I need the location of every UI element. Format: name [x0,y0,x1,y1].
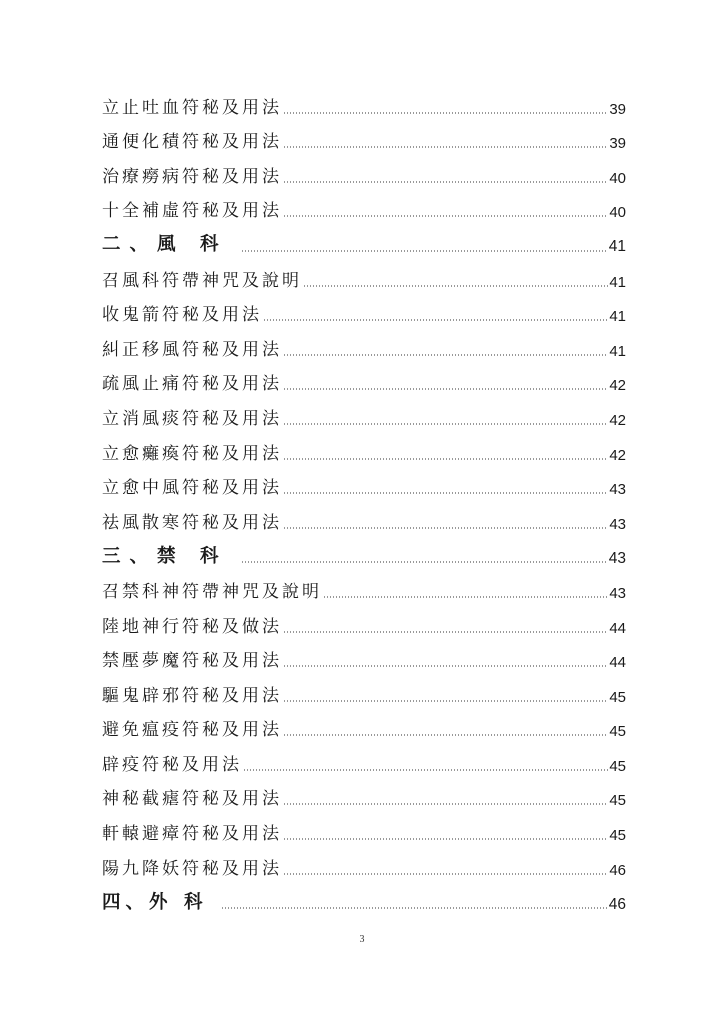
dot-leader [283,665,608,667]
toc-entry-page: 46 [609,861,626,879]
toc-section-heading[interactable] [102,532,626,567]
toc-entry-page: 39 [609,100,626,118]
toc-entry-title: 通便化積符秘及用法 [102,132,282,153]
toc-entry-page: 41 [609,342,626,360]
dot-leader [283,423,608,425]
toc-entry-page: 42 [609,377,626,395]
dot-leader [283,354,608,356]
dot-leader [283,631,608,633]
toc-entry-title: 立愈癱瘓符秘及用法 [102,443,282,464]
toc-section-page: 41 [608,238,626,256]
toc-entry[interactable] [102,774,626,809]
toc-entry-page: 43 [609,584,626,602]
toc-entry[interactable] [102,843,626,878]
dot-leader [221,907,607,909]
page-number: 3 [359,934,365,945]
toc-entry-title: 禁壓夢魔符秘及用法 [102,651,282,672]
toc-entry[interactable] [102,566,626,601]
toc-section-heading[interactable] [102,220,626,255]
toc-entry[interactable] [102,739,626,774]
dot-leader [283,492,608,494]
dot-leader [283,215,608,217]
toc-entry-title: 立消風痰符秘及用法 [102,408,282,429]
dot-leader [283,734,608,736]
dot-leader [263,319,608,321]
toc-entry-title: 驅鬼辟邪符秘及用法 [102,685,282,706]
toc-section-title: 三、禁 科 [102,545,228,567]
toc-section-page: 46 [608,895,626,913]
toc-entry-title: 祛風散寒符秘及用法 [102,512,282,533]
toc-entry[interactable] [102,290,626,325]
toc-entry-title: 收鬼箭符秘及用法 [102,305,262,326]
toc-entry[interactable] [102,186,626,221]
toc-entry[interactable] [102,705,626,740]
toc-entry-title: 疏風止痛符秘及用法 [102,374,282,395]
toc-entry-page: 45 [609,723,626,741]
toc-entry-page: 45 [609,757,626,775]
toc-entry-page: 40 [609,169,626,187]
toc-entry[interactable] [102,117,626,152]
toc-entry[interactable] [102,636,626,671]
toc-entry-title: 召風科符帶神咒及說明 [102,270,302,291]
dot-leader [283,873,608,875]
dot-leader [283,527,608,529]
toc-entry-page: 44 [609,654,626,672]
dot-leader [283,146,608,148]
toc-entry[interactable] [102,324,626,359]
table-of-contents [102,82,626,912]
toc-entry-title: 立愈中風符秘及用法 [102,478,282,499]
dot-leader [241,561,607,563]
dot-leader [241,250,607,252]
toc-entry-page: 42 [609,446,626,464]
toc-entry-page: 45 [609,792,626,810]
toc-entry[interactable] [102,255,626,290]
toc-entry[interactable] [102,359,626,394]
toc-section-title: 四、外 科 [102,891,208,913]
toc-entry[interactable] [102,393,626,428]
toc-entry-title: 軒轅避瘴符秘及用法 [102,824,282,845]
toc-entry-title: 陽九降妖符秘及用法 [102,858,282,879]
toc-section-page: 43 [608,549,626,567]
dot-leader [283,458,608,460]
dot-leader [283,181,608,183]
toc-entry-page: 42 [609,411,626,429]
toc-entry-page: 40 [609,204,626,222]
dot-leader [243,769,608,771]
toc-entry-title: 立止吐血符秘及用法 [102,97,282,118]
toc-entry[interactable] [102,601,626,636]
toc-entry-page: 41 [609,273,626,291]
toc-entry-page: 45 [609,827,626,845]
toc-entry-title: 治療癆病符秘及用法 [102,166,282,187]
toc-entry[interactable] [102,463,626,498]
toc-entry-title: 陸地神行符秘及做法 [102,616,282,637]
dot-leader [283,700,608,702]
toc-entry-page: 41 [609,308,626,326]
dot-leader [283,838,608,840]
toc-entry[interactable] [102,82,626,117]
toc-entry-title: 神秘截瘧符秘及用法 [102,789,282,810]
dot-leader [283,388,608,390]
toc-entry[interactable] [102,497,626,532]
dot-leader [283,112,608,114]
toc-entry-page: 39 [609,135,626,153]
toc-section-title: 二、風 科 [102,234,228,256]
toc-entry-title: 避免瘟疫符秘及用法 [102,720,282,741]
toc-entry[interactable] [102,808,626,843]
dot-leader [323,596,608,598]
toc-entry-page: 43 [609,481,626,499]
dot-leader [303,285,608,287]
toc-entry-page: 43 [609,515,626,533]
toc-entry-title: 召禁科神符帶神咒及說明 [102,581,322,602]
toc-entry-title: 糾正移風符秘及用法 [102,339,282,360]
toc-entry-title: 辟疫符秘及用法 [102,754,242,775]
toc-entry-page: 45 [609,688,626,706]
toc-entry[interactable] [102,670,626,705]
toc-entry-title: 十全補虛符秘及用法 [102,201,282,222]
toc-entry[interactable] [102,428,626,463]
toc-entry-page: 44 [609,619,626,637]
toc-entry[interactable] [102,151,626,186]
dot-leader [283,803,608,805]
toc-section-heading[interactable] [102,878,626,913]
